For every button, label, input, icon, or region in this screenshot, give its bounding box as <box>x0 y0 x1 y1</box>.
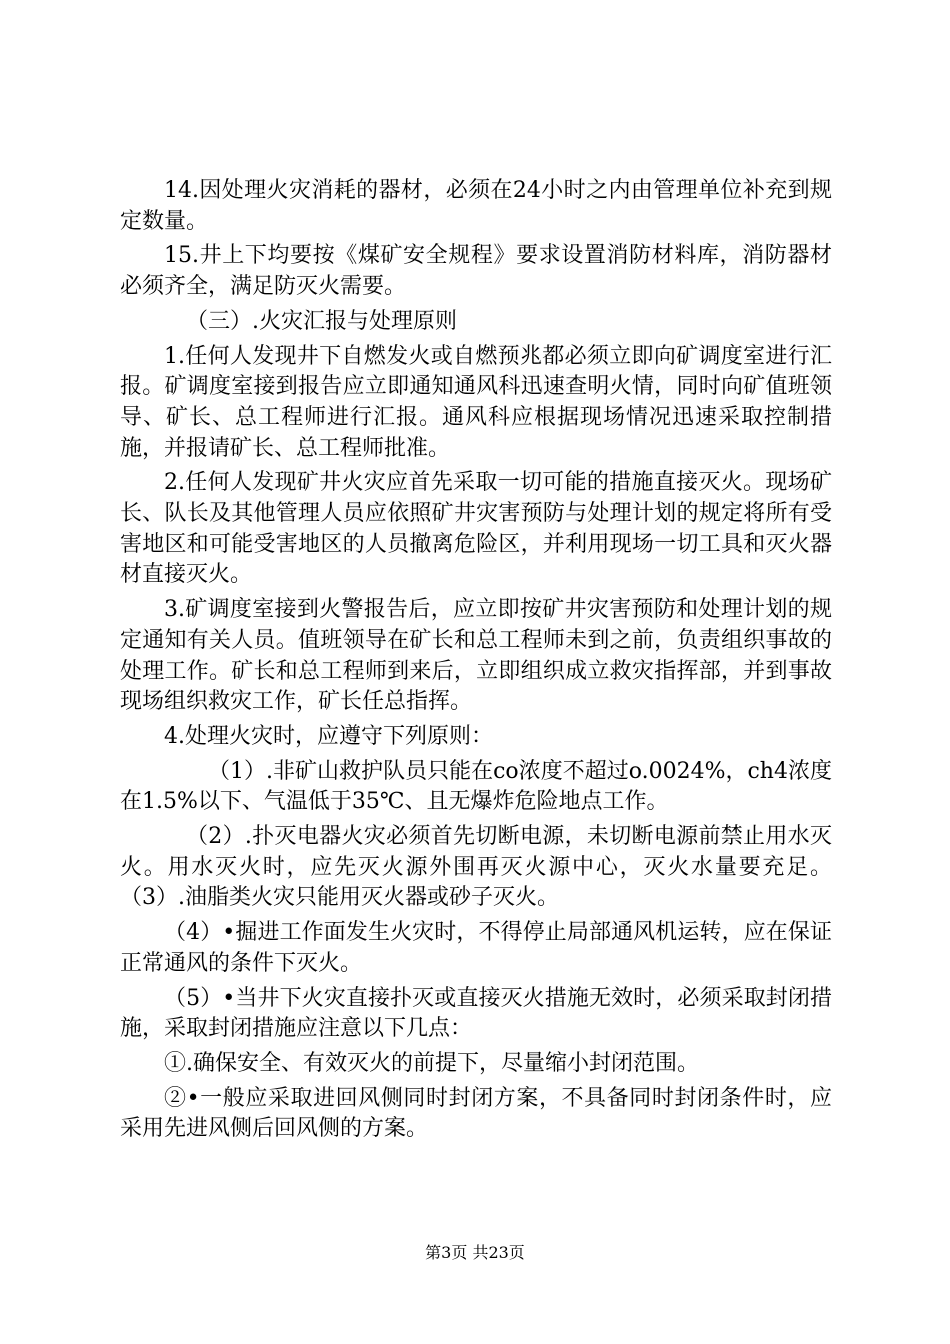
paragraph-1: 1.任何人发现井下自燃发火或自燃预兆都必须立即向矿调度室进行汇报。矿调度室接到报告应立即通知通风科迅速查明火情，同时向矿值班领导、矿长、总工程师进行汇报。通风科应根据现场情况迅速采取控制措施，并报请矿长、总工程师批准。 <box>120 343 832 461</box>
page-number-footer: 第3页 共23页 <box>425 1243 525 1262</box>
paragraph-15: 15.井上下均要按《煤矿安全规程》要求设置消防材料库，消防器材必须齐全，满足防灭火需要。 <box>120 243 832 300</box>
paragraph-3: 3.矿调度室接到火警报告后，应立即按矿井灾害预防和处理计划的规定通知有关人员。值班领导在矿长和总工程师未到之前，负责组织事故的处理工作。矿长和总工程师到来后，立即组织成立救灾指挥部，并到事故现场组织救灾工作，矿长任总指挥。 <box>120 597 832 715</box>
paragraph-4: 4.处理火灾时，应遵守下列原则： <box>164 723 493 749</box>
section-heading-3: （三）.火灾汇报与处理原则 <box>186 308 457 334</box>
rule-item-1: （1）.非矿山救护队员只能在co浓度不超过o.0024%，ch4浓度在1.5%以下、气温低于35℃、且无爆炸危险地点工作。 <box>120 758 832 815</box>
sub-item-2: ②•一般应采取进回风侧同时封闭方案，不具备同时封闭条件时，应采用先进风侧后回风侧的方案。 <box>120 1085 832 1142</box>
paragraph-2: 2.任何人发现矿井火灾应首先采取一切可能的措施直接灭火。现场矿长、队长及其他管理人员应依照矿井灾害预防与处理计划的规定将所有受害地区和可能受害地区的人员撤离危险区，并利用现场一切工具和灭火器材直接灭火。 <box>120 470 832 588</box>
rule-item-5: （5）•当井下火灾直接扑灭或直接灭火措施无效时，必须采取封闭措施，采取封闭措施应注意以下几点： <box>120 985 832 1042</box>
rule-item-4: （4）•掘进工作面发生火灾时，不得停止局部通风机运转，应在保证正常通风的条件下灭火。 <box>120 920 832 976</box>
rule-item-2-3: （2）.扑灭电器火灾必须首先切断电源，未切断电源前禁止用水灭火。用水灭火时，应先灭火源外围再灭火源中心，灭火水量要充足。（3）.油脂类火灾只能用灭火器或砂子灭火。 <box>120 824 832 911</box>
sub-item-1: ①.确保安全、有效灭火的前提下，尽量缩小封闭范围。 <box>164 1050 699 1076</box>
paragraph-14: 14.因处理火灾消耗的器材，必须在24小时之内由管理单位补充到规定数量。 <box>120 178 832 234</box>
document-body <box>120 176 832 1149</box>
